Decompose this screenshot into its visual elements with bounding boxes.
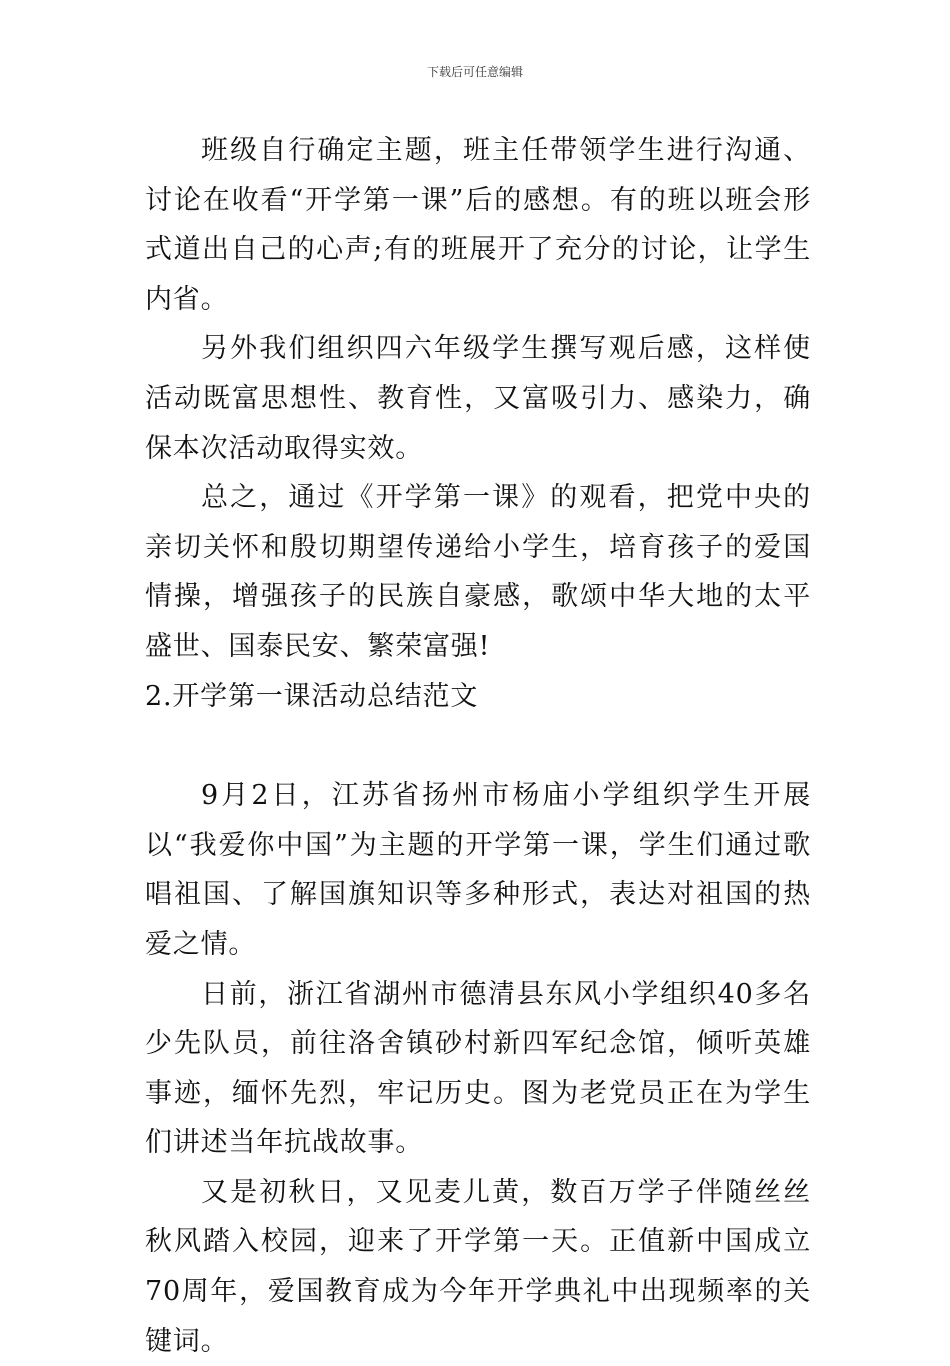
paragraph-yangzhou-event: 9月2日，江苏省扬州市杨庙小学组织学生开展以“我爱你中国”为主题的开学第一课，学生们通过歌唱祖国、了解国旗知识等多种形式，表达对祖国的热爱之情。 xyxy=(145,780,811,960)
document-body xyxy=(145,126,811,1366)
section-heading: 2.开学第一课活动总结范文 xyxy=(145,680,479,712)
page-header: 下载后可任意编辑 xyxy=(426,65,523,79)
paragraph-theme-discussion: 班级自行确定主题，班主任带领学生进行沟通、讨论在收看“开学第一课”后的感想。有的班以班会形式道出自己的心声;有的班展开了充分的讨论，让学生内省。 xyxy=(145,135,811,315)
paragraph-reflection-writing: 另外我们组织四六年级学生撰写观后感，这样使活动既富思想性、教育性，又富吸引力、感染力，确保本次活动取得实效。 xyxy=(145,333,811,464)
paragraph-conclusion: 总之，通过《开学第一课》的观看，把党中央的亲切关怀和殷切期望传递给小学生，培育孩子的爱国情操，增强孩子的民族自豪感，歌颂中华大地的太平盛世、国泰民安、繁荣富强! xyxy=(145,482,811,662)
paragraph-huzhou-event: 日前，浙江省湖州市德清县东风小学组织40多名少先队员，前往洛舍镇砂村新四军纪念馆，倾听英雄事迹，缅怀先烈，牢记历史。图为老党员正在为学生们讲述当年抗战故事。 xyxy=(145,978,811,1159)
section-spacer xyxy=(145,721,811,771)
paragraph-school-opening: 又是初秋日，又见麦儿黄，数百万学子伴随丝丝秋风踏入校园，迎来了开学第一天。正值新中国成立70周年，爱国教育成为今年开学典礼中出现频率的关键词。 xyxy=(145,1176,811,1357)
